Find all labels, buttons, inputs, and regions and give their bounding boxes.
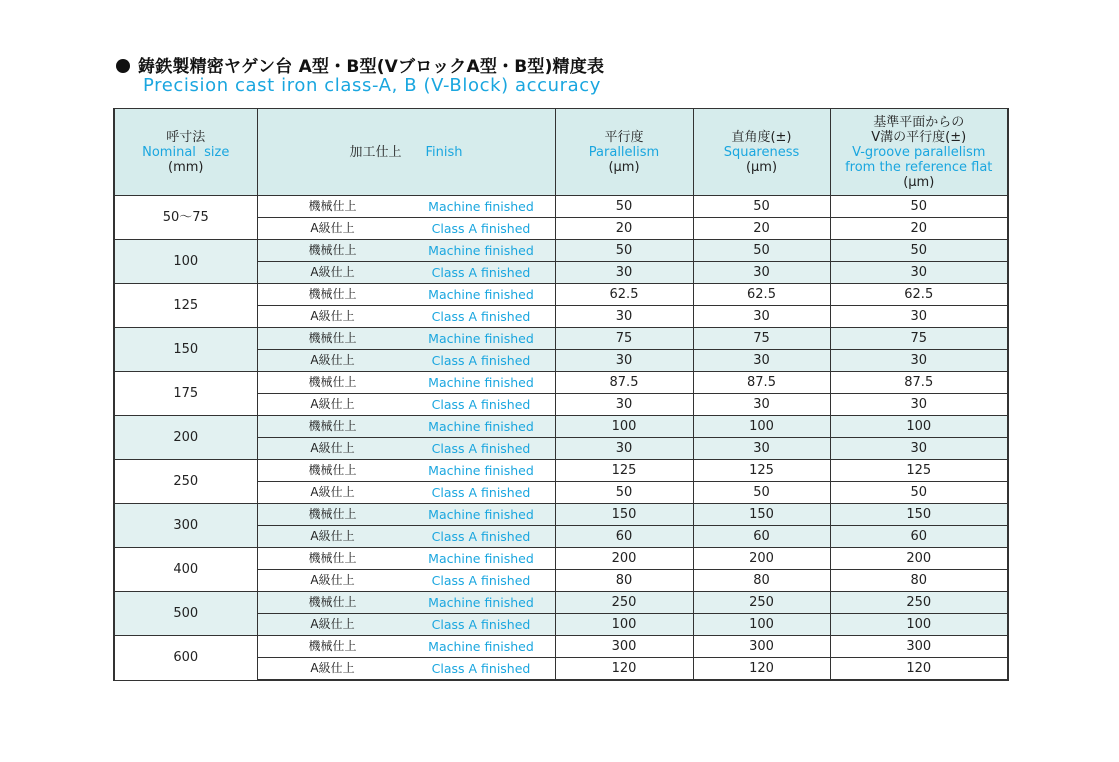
finish-label-en: Class A finished — [431, 617, 531, 632]
squareness-cell: 30 — [693, 438, 830, 460]
squareness-cell: 30 — [693, 306, 830, 328]
vgroove-parallelism-cell: 200 — [830, 548, 1008, 570]
vgroove-parallelism-cell: 300 — [830, 636, 1008, 658]
squareness-cell: 30 — [693, 262, 830, 284]
table-body — [114, 196, 1008, 681]
vgroove-parallelism-cell: 60 — [830, 526, 1008, 548]
finish-cell — [257, 548, 555, 570]
vgroove-parallelism-cell: 50 — [830, 240, 1008, 262]
vgroove-parallelism-cell: 75 — [830, 328, 1008, 350]
header-vgroove-parallelism: 基準平面からの V溝の平行度(±) V-groove parallelism from the reference flat (μm) — [830, 109, 1008, 196]
vgroove-parallelism-cell: 250 — [830, 592, 1008, 614]
page-subtitle-en: Precision cast iron class-A, B (V-Block) accuracy — [143, 75, 602, 96]
table-row — [114, 196, 1008, 218]
parallelism-cell: 50 — [555, 240, 693, 262]
finish-label-jp: 機械仕上 — [308, 243, 357, 257]
parallelism-cell: 50 — [555, 196, 693, 218]
finish-cell — [257, 504, 555, 526]
finish-label-jp: 機械仕上 — [308, 463, 357, 477]
vgroove-parallelism-cell: 150 — [830, 504, 1008, 526]
finish-label-en: Machine finished — [428, 199, 534, 214]
parallelism-cell: 100 — [555, 416, 693, 438]
finish-label-en: Class A finished — [431, 661, 531, 676]
finish-cell — [257, 262, 555, 284]
finish-cell — [257, 416, 555, 438]
finish-label-jp: A級仕上 — [310, 485, 355, 499]
finish-label-jp: 機械仕上 — [308, 419, 357, 433]
finish-label-jp: A級仕上 — [310, 397, 355, 411]
bullet-icon — [116, 59, 130, 73]
squareness-cell: 80 — [693, 570, 830, 592]
finish-label-jp: A級仕上 — [310, 617, 355, 631]
parallelism-cell: 150 — [555, 504, 693, 526]
vgroove-parallelism-cell: 30 — [830, 394, 1008, 416]
finish-cell — [257, 372, 555, 394]
vgroove-parallelism-cell: 80 — [830, 570, 1008, 592]
parallelism-cell: 50 — [555, 482, 693, 504]
table-row — [114, 240, 1008, 262]
finish-label-jp: 機械仕上 — [308, 331, 357, 345]
finish-label-jp: A級仕上 — [310, 573, 355, 587]
finish-cell — [257, 526, 555, 548]
vgroove-parallelism-cell: 30 — [830, 306, 1008, 328]
parallelism-cell: 120 — [555, 658, 693, 681]
vgroove-parallelism-cell: 62.5 — [830, 284, 1008, 306]
finish-label-jp: A級仕上 — [310, 441, 355, 455]
finish-label-jp: A級仕上 — [310, 353, 355, 367]
finish-label-en: Machine finished — [428, 639, 534, 654]
finish-cell — [257, 328, 555, 350]
finish-label-jp: A級仕上 — [310, 265, 355, 279]
finish-label-en: Class A finished — [431, 529, 531, 544]
nominal-size-cell: 200 — [114, 416, 257, 460]
table-row — [114, 636, 1008, 658]
table-row — [114, 548, 1008, 570]
nominal-size-cell: 100 — [114, 240, 257, 284]
finish-cell — [257, 218, 555, 240]
finish-label-en: Machine finished — [428, 595, 534, 610]
header-nominal-size: 呼寸法 Nominal size (mm) — [114, 109, 257, 196]
finish-cell — [257, 592, 555, 614]
nominal-size-cell: 600 — [114, 636, 257, 681]
parallelism-cell: 87.5 — [555, 372, 693, 394]
squareness-cell: 50 — [693, 196, 830, 218]
parallelism-cell: 30 — [555, 262, 693, 284]
squareness-cell: 30 — [693, 350, 830, 372]
finish-label-jp: 機械仕上 — [308, 199, 357, 213]
finish-cell — [257, 240, 555, 262]
squareness-cell: 20 — [693, 218, 830, 240]
header-squareness: 直角度(±) Squareness (μm) — [693, 109, 830, 196]
nominal-size-cell: 250 — [114, 460, 257, 504]
squareness-cell: 60 — [693, 526, 830, 548]
vgroove-parallelism-cell: 87.5 — [830, 372, 1008, 394]
finish-label-jp: A級仕上 — [310, 661, 355, 675]
parallelism-cell: 30 — [555, 306, 693, 328]
finish-label-en: Class A finished — [431, 485, 531, 500]
table-row — [114, 504, 1008, 526]
finish-label-en: Machine finished — [428, 375, 534, 390]
finish-label-jp: 機械仕上 — [308, 639, 357, 653]
table-header-row — [114, 109, 1008, 196]
finish-cell — [257, 614, 555, 636]
header-parallelism: 平行度 Parallelism (μm) — [555, 109, 693, 196]
finish-cell — [257, 658, 555, 681]
finish-label-jp: A級仕上 — [310, 529, 355, 543]
finish-label-en: Class A finished — [431, 441, 531, 456]
page-title — [116, 52, 604, 77]
parallelism-cell: 30 — [555, 394, 693, 416]
squareness-cell: 50 — [693, 482, 830, 504]
finish-label-jp: 機械仕上 — [308, 375, 357, 389]
header-finish: 加工仕上 Finish — [257, 109, 555, 196]
finish-label-en: Machine finished — [428, 331, 534, 346]
vgroove-parallelism-cell: 30 — [830, 262, 1008, 284]
squareness-cell: 62.5 — [693, 284, 830, 306]
table-row — [114, 592, 1008, 614]
finish-label-jp: A級仕上 — [310, 309, 355, 323]
finish-cell — [257, 570, 555, 592]
squareness-cell: 100 — [693, 416, 830, 438]
parallelism-cell: 100 — [555, 614, 693, 636]
finish-label-en: Class A finished — [431, 353, 531, 368]
nominal-size-cell: 400 — [114, 548, 257, 592]
finish-label-en: Machine finished — [428, 287, 534, 302]
finish-label-jp: 機械仕上 — [308, 287, 357, 301]
nominal-size-cell: 150 — [114, 328, 257, 372]
parallelism-cell: 125 — [555, 460, 693, 482]
accuracy-table — [113, 108, 1009, 681]
vgroove-parallelism-cell: 120 — [830, 658, 1008, 681]
finish-label-en: Class A finished — [431, 265, 531, 280]
table-row — [114, 372, 1008, 394]
vgroove-parallelism-cell: 125 — [830, 460, 1008, 482]
squareness-cell: 100 — [693, 614, 830, 636]
finish-label-en: Class A finished — [431, 573, 531, 588]
vgroove-parallelism-cell: 30 — [830, 438, 1008, 460]
squareness-cell: 300 — [693, 636, 830, 658]
parallelism-cell: 62.5 — [555, 284, 693, 306]
finish-label-jp: 機械仕上 — [308, 507, 357, 521]
vgroove-parallelism-cell: 50 — [830, 482, 1008, 504]
squareness-cell: 200 — [693, 548, 830, 570]
finish-cell — [257, 394, 555, 416]
finish-label-en: Machine finished — [428, 419, 534, 434]
squareness-cell: 125 — [693, 460, 830, 482]
squareness-cell: 150 — [693, 504, 830, 526]
finish-cell — [257, 306, 555, 328]
squareness-cell: 120 — [693, 658, 830, 681]
parallelism-cell: 80 — [555, 570, 693, 592]
parallelism-cell: 60 — [555, 526, 693, 548]
finish-cell — [257, 460, 555, 482]
finish-cell — [257, 482, 555, 504]
squareness-cell: 250 — [693, 592, 830, 614]
page-title-jp: 鋳鉄製精密ヤゲン台 A型・B型(VブロックA型・B型)精度表 — [138, 57, 605, 77]
parallelism-cell: 20 — [555, 218, 693, 240]
parallelism-cell: 200 — [555, 548, 693, 570]
nominal-size-cell: 300 — [114, 504, 257, 548]
finish-label-en: Class A finished — [431, 309, 531, 324]
nominal-size-cell: 50～75 — [114, 196, 257, 240]
finish-label-en: Class A finished — [431, 221, 531, 236]
nominal-size-cell: 175 — [114, 372, 257, 416]
finish-cell — [257, 636, 555, 658]
finish-cell — [257, 284, 555, 306]
finish-label-en: Machine finished — [428, 243, 534, 258]
parallelism-cell: 250 — [555, 592, 693, 614]
finish-label-en: Machine finished — [428, 551, 534, 566]
finish-cell — [257, 196, 555, 218]
squareness-cell: 87.5 — [693, 372, 830, 394]
squareness-cell: 75 — [693, 328, 830, 350]
nominal-size-cell: 500 — [114, 592, 257, 636]
finish-label-en: Machine finished — [428, 463, 534, 478]
finish-label-jp: 機械仕上 — [308, 595, 357, 609]
finish-cell — [257, 350, 555, 372]
finish-label-jp: A級仕上 — [310, 221, 355, 235]
parallelism-cell: 30 — [555, 438, 693, 460]
vgroove-parallelism-cell: 100 — [830, 416, 1008, 438]
vgroove-parallelism-cell: 50 — [830, 196, 1008, 218]
finish-label-en: Class A finished — [431, 397, 531, 412]
table-row — [114, 284, 1008, 306]
table-row — [114, 460, 1008, 482]
finish-label-jp: 機械仕上 — [308, 551, 357, 565]
vgroove-parallelism-cell: 30 — [830, 350, 1008, 372]
parallelism-cell: 30 — [555, 350, 693, 372]
squareness-cell: 50 — [693, 240, 830, 262]
vgroove-parallelism-cell: 20 — [830, 218, 1008, 240]
table-row — [114, 328, 1008, 350]
finish-label-en: Machine finished — [428, 507, 534, 522]
parallelism-cell: 75 — [555, 328, 693, 350]
finish-cell — [257, 438, 555, 460]
nominal-size-cell: 125 — [114, 284, 257, 328]
table-row — [114, 416, 1008, 438]
squareness-cell: 30 — [693, 394, 830, 416]
vgroove-parallelism-cell: 100 — [830, 614, 1008, 636]
parallelism-cell: 300 — [555, 636, 693, 658]
